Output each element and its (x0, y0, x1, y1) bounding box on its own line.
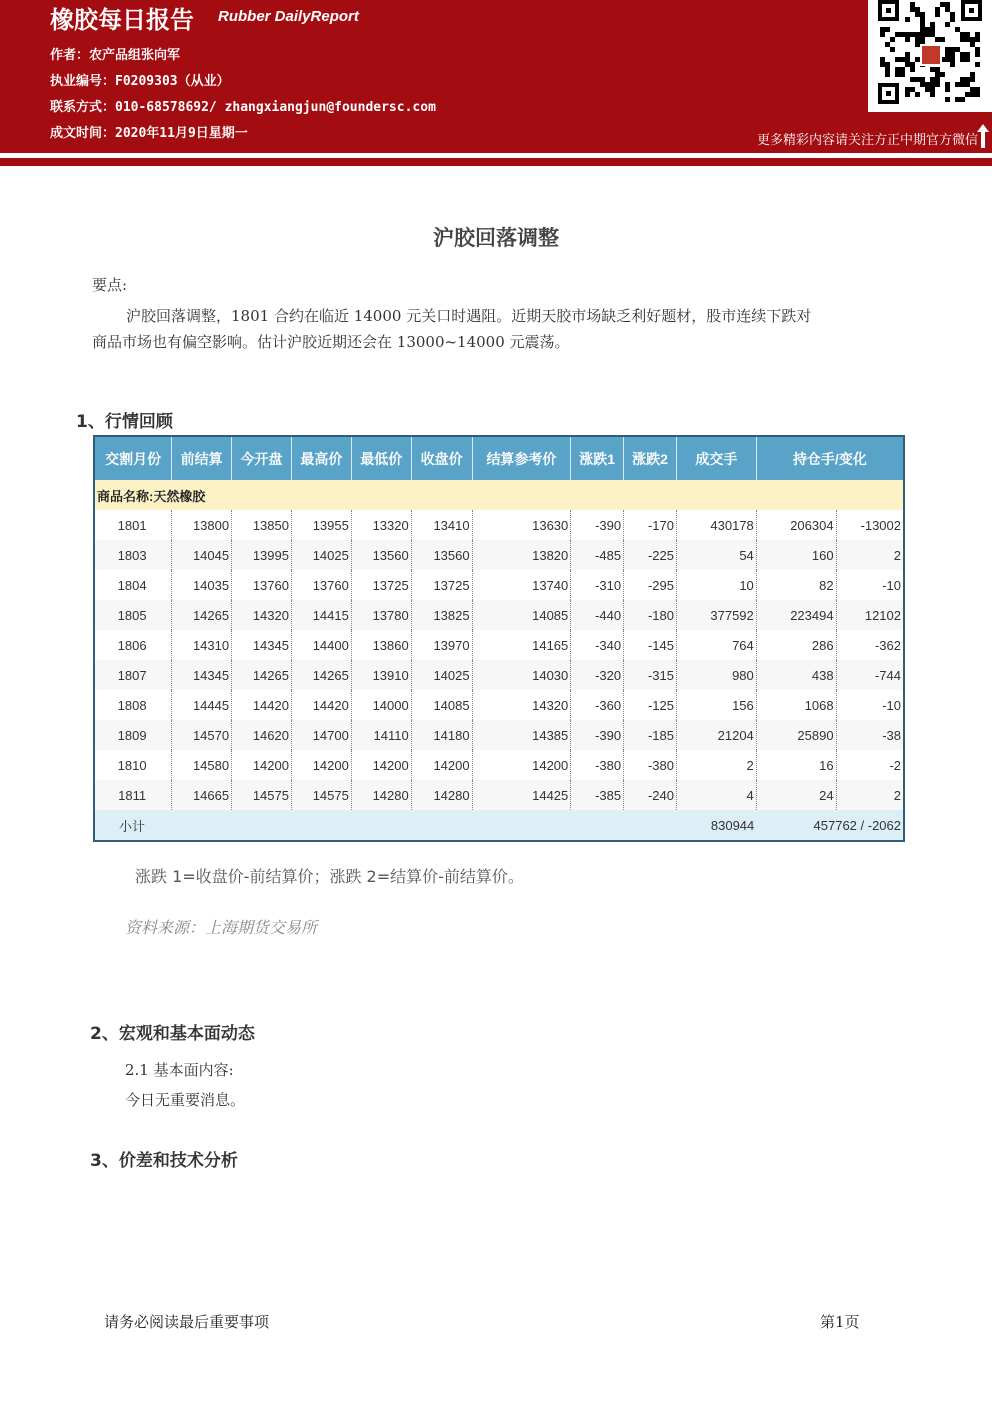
license-line: 执业编号：F0209303（从业） (50, 74, 230, 89)
contract-month-cell: 1811 (94, 780, 172, 810)
table-cell: 14200 (291, 750, 351, 780)
table-cell: 14345 (172, 660, 232, 690)
table-cell: 13800 (172, 510, 232, 540)
table-row (94, 660, 904, 690)
table-row (94, 600, 904, 630)
table-row (94, 570, 904, 600)
table-cell: 430178 (676, 510, 756, 540)
table-cell: 14400 (291, 630, 351, 660)
table-cell: -360 (571, 690, 624, 720)
table-cell: 14265 (232, 660, 292, 690)
table-cell: -10 (836, 690, 904, 720)
table-cell: 14200 (351, 750, 411, 780)
table-cell: -440 (571, 600, 624, 630)
product-name: 商品名称:天然橡胶 (94, 480, 904, 510)
table-cell: 14025 (411, 660, 472, 690)
table-row (94, 750, 904, 780)
col-header: 最高价 (291, 436, 351, 480)
data-source: 资料来源：上海期货交易所 (125, 918, 318, 937)
table-cell: -13002 (836, 510, 904, 540)
table-cell: 10 (676, 570, 756, 600)
contract-month-cell: 1810 (94, 750, 172, 780)
table-cell: 14000 (351, 690, 411, 720)
table-row (94, 720, 904, 750)
table-cell: 160 (756, 540, 836, 570)
table-cell: 14310 (172, 630, 232, 660)
table-cell: -390 (571, 510, 624, 540)
contract-month-cell: 1803 (94, 540, 172, 570)
table-cell: 206304 (756, 510, 836, 540)
table-cell: 13630 (472, 510, 571, 540)
table-cell: 14700 (291, 720, 351, 750)
table-cell: -180 (624, 600, 677, 630)
col-header: 成交手 (676, 436, 756, 480)
table-cell: 156 (676, 690, 756, 720)
table-note: 涨跌 1=收盘价-前结算价；涨跌 2=结算价-前结算价。 (135, 867, 524, 886)
table-cell: 2 (836, 540, 904, 570)
section-3-heading: 3、价差和技术分析 (90, 1151, 238, 1171)
table-cell: -362 (836, 630, 904, 660)
table-cell: 438 (756, 660, 836, 690)
contract-month-cell: 1806 (94, 630, 172, 660)
table-cell: -380 (571, 750, 624, 780)
table-cell: 13410 (411, 510, 472, 540)
section-2-content: 今日无重要消息。 (125, 1091, 246, 1109)
table-cell: 13780 (351, 600, 411, 630)
table-cell: 14580 (172, 750, 232, 780)
table-cell: -744 (836, 660, 904, 690)
table-cell: 14035 (172, 570, 232, 600)
total-spacer (232, 810, 677, 841)
table-cell: 14110 (351, 720, 411, 750)
header-divider (0, 158, 992, 166)
table-cell: 13955 (291, 510, 351, 540)
table-cell: 24 (756, 780, 836, 810)
table-cell: 2 (836, 780, 904, 810)
report-title-en: Rubber DailyReport (218, 8, 359, 25)
summary-line-1: 沪胶回落调整，1801 合约在临近 14000 元关口时遇阻。近期天胶市场缺乏利好题材，股市连续下跌对 (126, 307, 812, 325)
table-cell: -38 (836, 720, 904, 750)
table-cell: 13560 (411, 540, 472, 570)
table-cell: 25890 (756, 720, 836, 750)
table-cell: 13970 (411, 630, 472, 660)
section-1-heading: 1、行情回顾 (76, 412, 173, 432)
table-cell: 286 (756, 630, 836, 660)
table-cell: 14445 (172, 690, 232, 720)
table-cell: 13725 (351, 570, 411, 600)
table-cell: -225 (624, 540, 677, 570)
table-cell: 14420 (232, 690, 292, 720)
table-row (94, 630, 904, 660)
table-cell: 14030 (472, 660, 571, 690)
table-cell: 14200 (472, 750, 571, 780)
table-cell: -2 (836, 750, 904, 780)
table-cell: 2 (676, 750, 756, 780)
table-cell: 14280 (411, 780, 472, 810)
key-points-label: 要点: (92, 276, 128, 294)
market-quote-table (93, 435, 905, 842)
col-header: 前结算 (172, 436, 232, 480)
table-row (94, 540, 904, 570)
table-cell: 14425 (472, 780, 571, 810)
table-cell: 14385 (472, 720, 571, 750)
table-cell: -240 (624, 780, 677, 810)
table-cell: 1068 (756, 690, 836, 720)
table-cell: -125 (624, 690, 677, 720)
table-cell: -315 (624, 660, 677, 690)
table-cell: 13760 (291, 570, 351, 600)
table-cell: 14665 (172, 780, 232, 810)
table-cell: 14045 (172, 540, 232, 570)
contract-month-cell: 1805 (94, 600, 172, 630)
report-title-cn: 橡胶每日报告 (50, 6, 194, 34)
footer-disclaimer: 请务必阅读最后重要事项 (104, 1313, 270, 1331)
contract-month-cell: 1804 (94, 570, 172, 600)
table-cell: 13760 (232, 570, 292, 600)
contract-month-cell: 1801 (94, 510, 172, 540)
col-header: 收盘价 (411, 436, 472, 480)
table-cell: 14415 (291, 600, 351, 630)
table-cell: 13725 (411, 570, 472, 600)
table-cell: 14420 (291, 690, 351, 720)
total-position: 457762 / -2062 (756, 810, 904, 841)
table-row (94, 510, 904, 540)
col-header: 最低价 (351, 436, 411, 480)
table-cell: -380 (624, 750, 677, 780)
table-cell: 14200 (411, 750, 472, 780)
date-line: 成文时间：2020年11月9日星期一 (50, 126, 248, 141)
table-cell: -170 (624, 510, 677, 540)
table-cell: 13560 (351, 540, 411, 570)
wechat-note: 更多精彩内容请关注方正中期官方微信 (756, 133, 978, 148)
table-cell: 14265 (291, 660, 351, 690)
table-row (94, 690, 904, 720)
table-cell: 13320 (351, 510, 411, 540)
table-cell: 14085 (411, 690, 472, 720)
table-cell: -385 (571, 780, 624, 810)
contract-month-cell: 1808 (94, 690, 172, 720)
product-row (94, 480, 904, 510)
contract-month-cell: 1809 (94, 720, 172, 750)
table-cell: -320 (571, 660, 624, 690)
contact-line: 联系方式：010-68578692/ zhangxiangjun@foundersc.com (50, 100, 436, 115)
table-row (94, 780, 904, 810)
table-cell: 13740 (472, 570, 571, 600)
table-cell: 14025 (291, 540, 351, 570)
table-cell: -10 (836, 570, 904, 600)
contract-month-cell: 1807 (94, 660, 172, 690)
table-cell: -340 (571, 630, 624, 660)
table-cell: 14200 (232, 750, 292, 780)
table-cell: 14265 (172, 600, 232, 630)
table-cell: 13825 (411, 600, 472, 630)
section-2-sub: 2.1 基本面内容: (125, 1061, 234, 1079)
table-cell: -145 (624, 630, 677, 660)
table-cell: 14320 (472, 690, 571, 720)
table-cell: 13860 (351, 630, 411, 660)
table-cell: 13910 (351, 660, 411, 690)
page-number: 第1页 (820, 1313, 860, 1331)
total-volume: 830944 (676, 810, 756, 841)
col-header: 涨跌1 (571, 436, 624, 480)
table-cell: 14575 (232, 780, 292, 810)
col-header: 交割月份 (94, 436, 172, 480)
table-cell: 377592 (676, 600, 756, 630)
table-cell: 14320 (232, 600, 292, 630)
col-header: 持仓手/变化 (756, 436, 904, 480)
table-cell: -295 (624, 570, 677, 600)
table-cell: 12102 (836, 600, 904, 630)
table-cell: 13995 (232, 540, 292, 570)
table-cell: 14280 (351, 780, 411, 810)
table-cell: 13820 (472, 540, 571, 570)
table-cell: 14180 (411, 720, 472, 750)
table-cell: 14570 (172, 720, 232, 750)
author-line: 作者：农产品组张向军 (50, 48, 181, 63)
col-header: 结算参考价 (472, 436, 571, 480)
table-cell: 14345 (232, 630, 292, 660)
table-cell: 13850 (232, 510, 292, 540)
brand-logo-icon (920, 44, 942, 66)
table-cell: 14575 (291, 780, 351, 810)
table-cell: 223494 (756, 600, 836, 630)
table-cell: 764 (676, 630, 756, 660)
total-label: 小计 (94, 810, 232, 841)
table-cell: -485 (571, 540, 624, 570)
total-row (94, 810, 904, 841)
table-cell: 14620 (232, 720, 292, 750)
table-cell: -390 (571, 720, 624, 750)
table-cell: 16 (756, 750, 836, 780)
table-cell: 4 (676, 780, 756, 810)
section-2-heading: 2、宏观和基本面动态 (90, 1024, 255, 1044)
col-header: 涨跌2 (624, 436, 677, 480)
document-title: 沪胶回落调整 (433, 226, 559, 250)
table-cell: 21204 (676, 720, 756, 750)
summary-line-2: 商品市场也有偏空影响。估计沪胶近期还会在 13000~14000 元震荡。 (92, 333, 570, 351)
table-cell: 980 (676, 660, 756, 690)
table-cell: 54 (676, 540, 756, 570)
table-cell: -310 (571, 570, 624, 600)
table-cell: 14085 (472, 600, 571, 630)
table-header-row (94, 436, 904, 480)
table-cell: 14165 (472, 630, 571, 660)
col-header: 今开盘 (232, 436, 292, 480)
table-cell: 82 (756, 570, 836, 600)
table-cell: -185 (624, 720, 677, 750)
up-arrow-icon (977, 124, 989, 148)
